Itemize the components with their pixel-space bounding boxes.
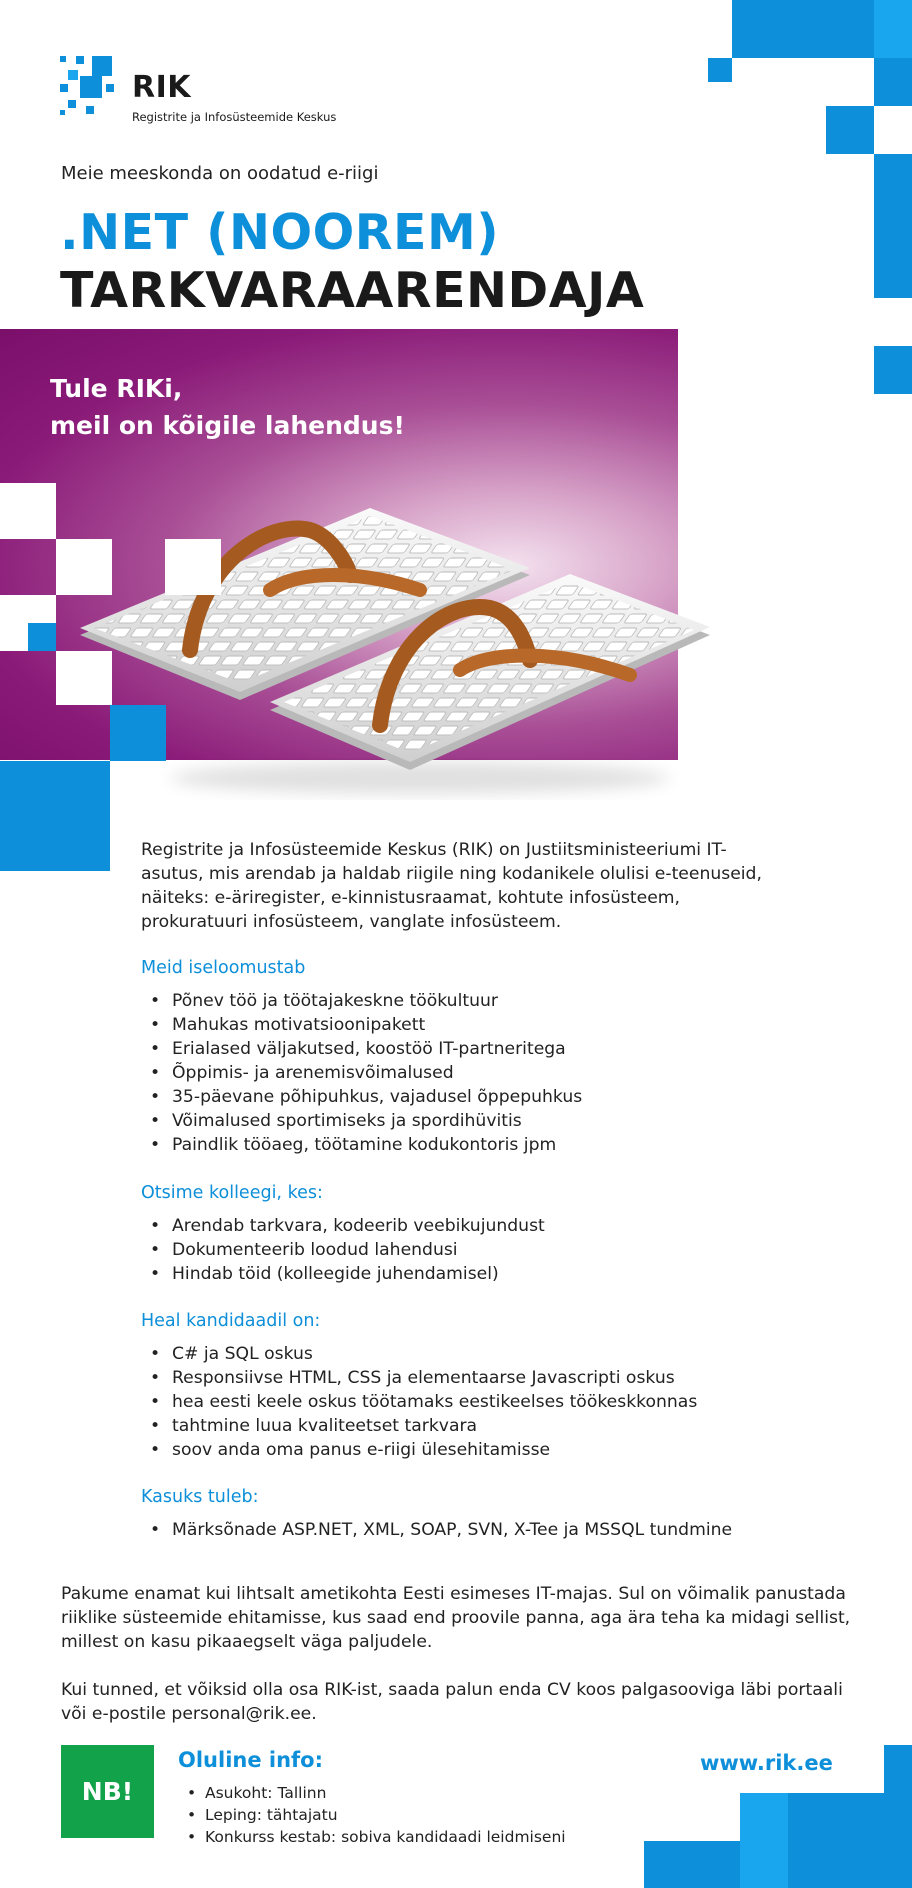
list-item: • tahtmine luua kvaliteetset tarkvara <box>150 1414 697 1438</box>
list-item: • Põnev töö ja töötajakeskne töökultuur <box>150 989 582 1013</box>
rik-logo-icon <box>60 56 124 120</box>
list-item: • hea eesti keele oskus töötamaks eestikeelses töökeskkonnas <box>150 1390 697 1414</box>
list-duties <box>150 1214 545 1286</box>
description: Registrite ja Infosüsteemide Keskus (RIK) on Justiitsministeeriumi IT-asutus, mis arendab ja haldab riigile ning kodanikele olulisi e-teenuseid, näiteks: e-äriregister, e-kinnistusraamat, kohtute infosüsteem, prokuratuuri infosüsteem, vanglate infosüsteem. <box>141 840 762 932</box>
closing-offer: Pakume enamat kui lihtsalt ametikohta Eesti esimeses IT-majas. Sul on võimalik panustada riiklike süsteemide ehitamisse, kus saad end proovile panna, aga ära teha ka midagi sellist, millest on kasu pikaaegselt väga paljudele. <box>61 1584 851 1652</box>
list-features <box>150 989 582 1157</box>
list-item: • Mahukas motivatsioonipakett <box>150 1013 582 1037</box>
nb-badge: NB! <box>61 1745 154 1838</box>
section-heading-requirements: Heal kandidaadil on: <box>141 1311 321 1331</box>
intro-text: Meie meeskonda on oodatud e-riigi <box>61 163 379 184</box>
list-item: • soov anda oma panus e-riigi ülesehitamisse <box>150 1438 697 1462</box>
section-heading-features: Meid iseloomustab <box>141 958 306 978</box>
list-requirements <box>150 1342 697 1462</box>
job-title-line2: TARKVARAARENDAJA <box>60 262 645 319</box>
list-item: • Konkurss kestab: sobiva kandidaadi leidmiseni <box>187 1826 566 1848</box>
website-link[interactable]: www.rik.ee <box>700 1751 833 1775</box>
list-item: • Paindlik tööaeg, töötamine kodukontoris jpm <box>150 1133 582 1157</box>
section-heading-advantages: Kasuks tuleb: <box>141 1487 259 1507</box>
list-item: • Leping: tähtajatu <box>187 1804 566 1826</box>
list-item: • Asukoht: Tallinn <box>187 1782 566 1804</box>
job-title-line1: .NET (NOOREM) <box>60 204 500 261</box>
info-title: Oluline info: <box>178 1748 324 1772</box>
list-item: • Hindab töid (kolleegide juhendamisel) <box>150 1262 545 1286</box>
list-item: • Arendab tarkvara, kodeerib veebikujundust <box>150 1214 545 1238</box>
list-item: • 35-päevane põhipuhkus, vajadusel õppepuhkus <box>150 1085 582 1109</box>
list-item: • Märksõnade ASP.NET, XML, SOAP, SVN, X-Tee ja MSSQL tundmine <box>150 1518 732 1542</box>
list-item: • Responsiivse HTML, CSS ja elementaarse Javascripti oskus <box>150 1366 697 1390</box>
closing-apply: Kui tunned, et võiksid olla osa RIK-ist, saada palun enda CV koos palgasooviga läbi portaali või e-postile personal@rik.ee. <box>61 1680 843 1724</box>
list-item: • C# ja SQL oskus <box>150 1342 697 1366</box>
section-heading-duties: Otsime kolleegi, kes: <box>141 1183 323 1203</box>
logo-subtitle: Registrite ja Infosüsteemide Keskus <box>132 110 337 124</box>
list-item: • Erialased väljakutsed, koostöö IT-partneritega <box>150 1037 582 1061</box>
list-item: • Õppimis- ja arenemisvõimalused <box>150 1061 582 1085</box>
list-advantages <box>150 1518 732 1542</box>
hero-slogan: Tule RIKi, meil on kõigile lahendus! <box>50 374 405 440</box>
list-item: • Võimalused sportimiseks ja spordihüvitis <box>150 1109 582 1133</box>
info-list <box>187 1782 566 1848</box>
logo-name: RIK <box>132 70 192 105</box>
list-item: • Dokumenteerib loodud lahendusi <box>150 1238 545 1262</box>
